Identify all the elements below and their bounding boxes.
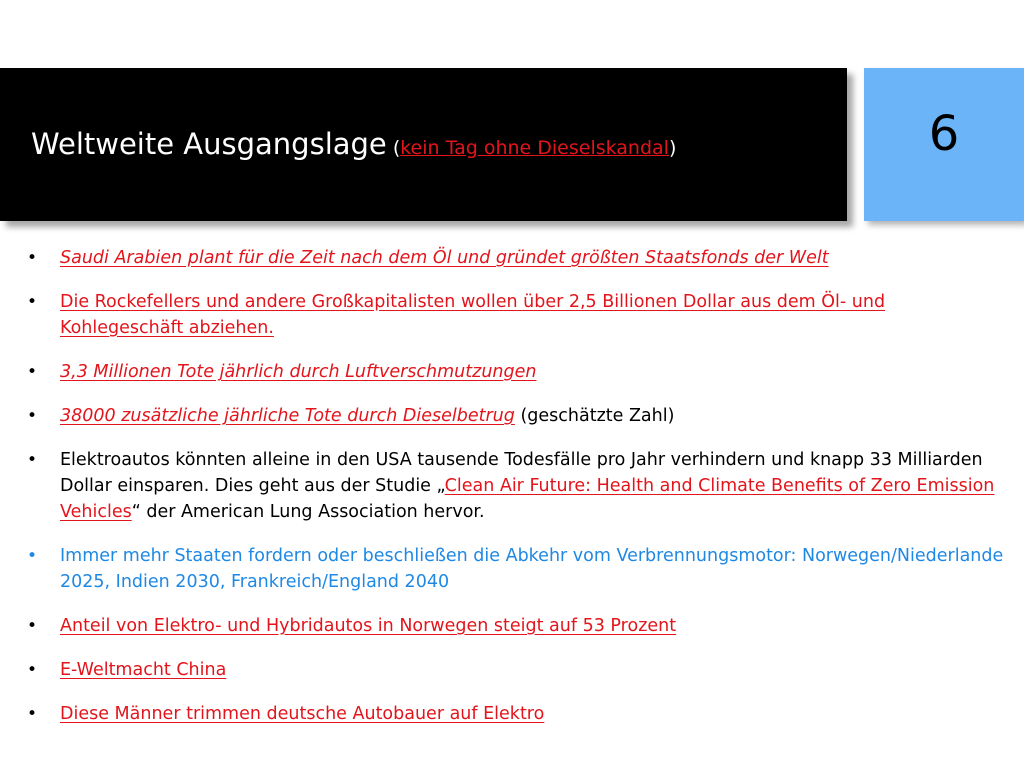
bullet-link-air-pollution[interactable]: 3,3 Millionen Tote jährlich durch Luftverschmutzungen [60, 362, 537, 382]
bullet-item [26, 403, 1006, 429]
bullet-item [26, 245, 1006, 271]
bullet-link-diesel-fraud[interactable]: 38000 zusätzliche jährliche Tote durch Dieselbetrug [60, 406, 515, 426]
slide-title-paren-open: ( [386, 137, 401, 159]
bullet-item [26, 613, 1006, 639]
slide-number: 6 [928, 106, 960, 162]
slide-title-text: Weltweite Ausgangslage [31, 127, 387, 161]
bullet-item [26, 543, 1006, 595]
bullet-suffix: “ der American Lung Association hervor. [131, 502, 485, 522]
bullet-link-norway-share[interactable]: Anteil von Elektro- und Hybridautos in Norwegen steigt auf 53 Prozent [60, 616, 677, 636]
bullet-prefix: Elektroautos könnten alleine in den USA tausende Todesfälle pro Jahr verhindern und knapp 33 Milliarden Dollar einsparen. Dies geht aus der Studie „ [60, 450, 983, 496]
bullet-item [26, 657, 1006, 683]
title-link[interactable]: kein Tag ohne Dieselskandal [400, 137, 669, 159]
bullet-item [26, 289, 1006, 341]
bullet-link-rockefellers[interactable]: Die Rockefellers und andere Großkapitalisten wollen über 2,5 Billionen Dollar aus dem Öl- und Kohlegeschäft abziehen. [60, 292, 886, 338]
bullet-link-saudi-arabia[interactable]: Saudi Arabien plant für die Zeit nach dem Öl und gründet größten Staatsfonds der Welt [60, 248, 829, 268]
bullet-link-clean-air-study[interactable]: Clean Air Future: Health and Climate Benefits of Zero Emission Vehicles [60, 476, 995, 522]
bullet-link-german-automakers[interactable]: Diese Männer trimmen deutsche Autobauer auf Elektro [60, 704, 545, 724]
bullet-link-e-china[interactable]: E-Weltmacht China [60, 660, 227, 680]
slide-title [31, 124, 676, 168]
bullet-item [26, 359, 1006, 385]
bullet-item [26, 701, 1006, 727]
bullet-list [26, 245, 1006, 745]
bullet-text: Immer mehr Staaten fordern oder beschließen die Abkehr vom Verbrennungsmotor: Norwegen/Niederlande 2025, Indien 2030, Frankreich/England 2040 [60, 546, 1004, 592]
bullet-suffix: (geschätzte Zahl) [514, 406, 675, 426]
slide-number-box [864, 68, 1024, 221]
slide-title-paren-close: ) [668, 137, 677, 159]
bullet-item [26, 447, 1006, 525]
